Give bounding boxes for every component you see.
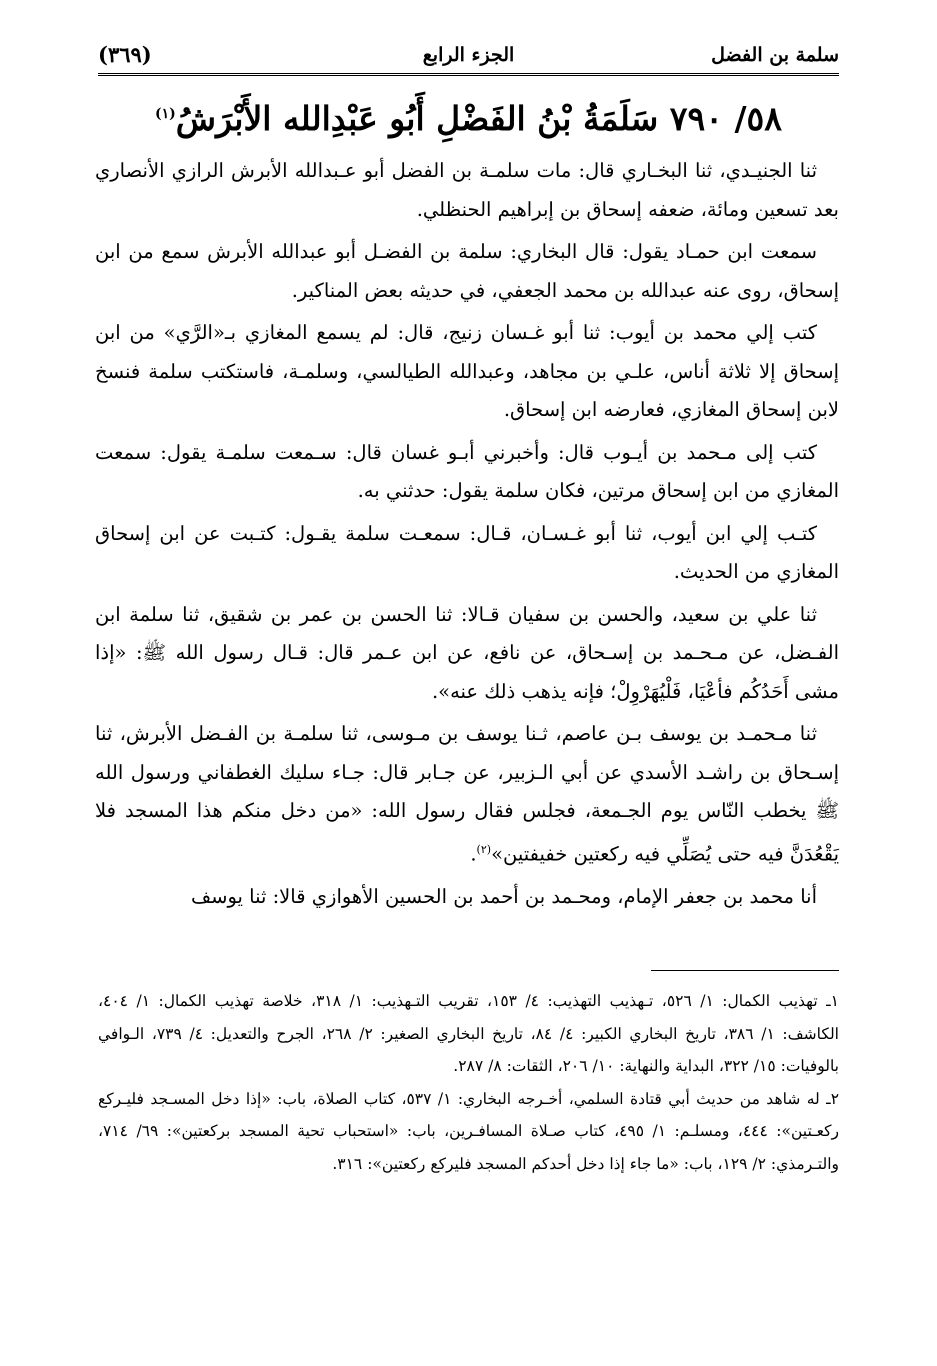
entry-name: سَلَمَةُ بْنُ الفَضْلِ أَبُو عَبْدِالله الأَبْرَشُ bbox=[175, 99, 659, 138]
running-head-section: سلمة بن الفضل bbox=[711, 44, 839, 66]
page-number: (٣٦٩) bbox=[98, 42, 152, 67]
footnote-ref: (٢) bbox=[476, 842, 492, 856]
running-head-volume: الجزء الرابع bbox=[422, 44, 515, 66]
paragraph: ثنا علي بن سعيد، والحسن بن سفيان قـالا: ثنا الحسن بن عمر بن شقيق، ثنا سلمة ابن الفـضل، عن مـحـمد بن إسـحاق، عن نافع، عن ابن عـمر قال: قـال رسول الله ﷺ: «إذا مشى أَحَدُكُم فأعْيَا، فَلْيُهَرْوِلْ؛ فإنه يذهب ذلك عنه». bbox=[95, 602, 839, 703]
footnote: ١ـ تهذيب الكمال: ١/ ٥٢٦، تـهذيب التهذيب: ٤/ ١٥٣، تقريب التـهذيب: ١/ ٣١٨، خلاصة تهذيب الكمال: ١/ ٤٠٤، الكاشف: ١/ ٣٨٦، تاريخ البخاري الكبير: ٤/ ٨٤، تاريخ البخاري الصغير: ٢/ ٢٦٨، الجرح والتعديل: ٤/ ٧٣٩، الـوافي بالوفيات: ١٥/ ٣٢٢، البداية والنهاية: ١٠/ ٢٠٦، الثقات: ٨/ ٢٨٧. bbox=[98, 992, 839, 1075]
paragraph: سمعت ابن حمـاد يقول: قال البخاري: سلمة بن الفضـل أبو عبدالله الأبرش سمع من ابن إسحاق، روى عنه عبدالله بن محمد الجعفي، في حديثه بعض المناكير. bbox=[95, 240, 839, 302]
paragraph: ثنا مـحمـد بن يوسف بـن عاصم، ثـنا يوسف بن مـوسى، ثنا سلمـة بن الفـضل الأبرش، ثنا إسـحاق بن راشـد الأسدي عن أبي الـزبير، عن جـابر قال: جـاء سليك الغطفاني ورسول الله ﷺ يخطب النّاس يوم الجـمعة، فجلس فقال رسول الله: «من دخل منكم هذا المسجد فلا يَقْعُدَنَّ فيه حتى يُصَلِّي فيه ركعتين خفيفتين» bbox=[95, 722, 839, 865]
paragraph: كتب إلى مـحمد بن أيـوب قال: وأخبرني أبـو غسان قال: سـمعت سلمـة يقول: سمعت المغازي من ابن إسحاق مرتين، فكان سلمة يقول: حدثني به. bbox=[95, 440, 839, 502]
paragraph: كتب إلي محمد بن أيوب: ثنا أبو غـسان زنيج، قال: لم يسمع المغازي بـ«الرَّي» من ابن إسحاق إلا ثلاثة أناس، علـي بن مجاهد، وعبدالله الطيالسي، وسلمـة، فاستكتب سلمة فنسخ لابن إسحاق المغازي، فعارضه ابن إسحاق. bbox=[95, 321, 839, 421]
entry-number: ٥٨/ ٧٩٠ bbox=[669, 99, 782, 138]
paragraph: أنا محمد بن جعفر الإمام، ومحـمد بن أحمد بن الحسين الأهوازي قالا: ثنا يوسف bbox=[190, 884, 817, 908]
paragraph: كتـب إلي ابن أيوب، ثنا أبو غـسـان، قـال: سمعـت سلمة يقـول: كتـبت عن ابن إسحاق المغازي من الحديث. bbox=[95, 521, 839, 583]
entry-footnote-ref: (١) bbox=[155, 106, 176, 122]
header-rule bbox=[98, 73, 839, 76]
footnote-rule bbox=[651, 970, 839, 971]
footnote: ٢ـ له شاهد من حديث أبي قتادة السلمي، أخـرجه البخاري: ١/ ٥٣٧، كتاب الصلاة، باب: «إذا دخل المسـجد فليـركع ركعـتين»: ٤٤٤، ومسلـم: ١/ ٤٩٥، كتاب صـلاة المسافـرين، باب: «استحباب تحية المسجد بركعتين»: ٦٩/ ٧١٤، والتـرمذي: ٢/ ١٢٩، باب: «ما جاء إذا دخل أحدكم المسجد فليركع ركعتين»: ٣١٦. bbox=[98, 1089, 840, 1173]
main-text bbox=[95, 152, 839, 920]
footnotes bbox=[98, 985, 839, 1180]
paragraph-with-ref: ثنا مـحمـد بن يوسف بـن عاصم، ثـنا يوسف بن مـوسى، ثنا سلمـة بن الفـضل الأبرش، ثنا إسـحاق بن راشـد الأسدي عن أبي الـزبير، عن جـابر قال: جـاء سليك الغطفاني ورسول الله ﷺ يخطب النّاس يوم الجـمعة، فجلس فقال رسول الله: «من دخل منكم هذا المسجد فلا يَقْعُدَنَّ فيه حتى يُصَلِّي فيه ركعتين خفيفتين»$^{(٢)}$. bbox=[95, 722, 839, 865]
running-head bbox=[98, 38, 839, 74]
paragraph: ثنا الجنيـدي، ثنا البخـاري قال: مات سلمـة بن الفضل أبو عـبدالله الأبرش الرازي الأنصاري بعد تسعين ومائة، ضعفه إسحاق بن إبراهيم الحنظلي. bbox=[95, 159, 839, 221]
entry-title bbox=[98, 92, 839, 141]
